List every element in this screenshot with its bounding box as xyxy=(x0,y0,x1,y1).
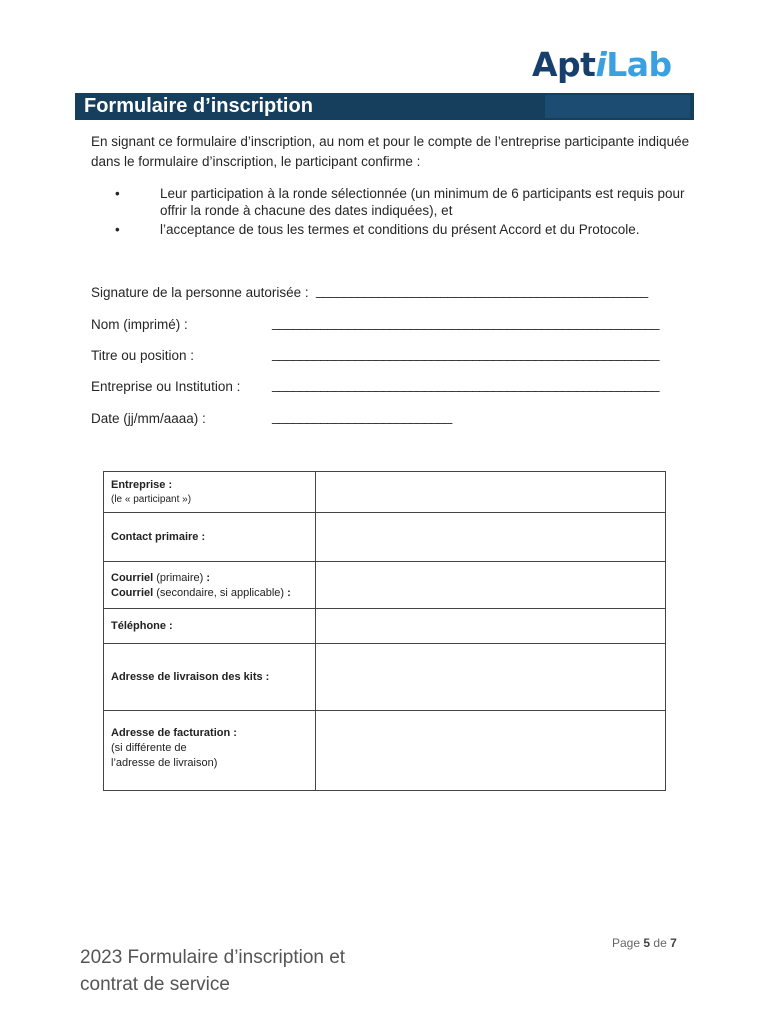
title-position-field[interactable]: ________________________________________________________ xyxy=(272,346,659,361)
bullet-item xyxy=(91,185,691,219)
signature-field[interactable]: ________________________________________________ xyxy=(316,283,648,298)
courriel-secondary-note: (secondaire, si applicable) xyxy=(156,586,285,599)
company-label: Entreprise ou Institution : xyxy=(91,379,241,394)
contact-cell xyxy=(104,513,316,562)
facturation-input[interactable] xyxy=(316,711,666,791)
bullet-list xyxy=(91,185,691,240)
courriel-cell xyxy=(104,562,316,609)
participant-info-table xyxy=(103,471,666,791)
entreprise-cell xyxy=(104,472,316,513)
entreprise-sublabel: (le « participant ») xyxy=(111,494,192,505)
facturation-cell xyxy=(104,711,316,791)
telephone-label: Téléphone : xyxy=(111,620,173,632)
page-title: Formulaire d’inscription xyxy=(84,95,313,117)
footer-document-title: 2023 Formulaire d’inscription et contrat de service xyxy=(80,947,346,995)
livraison-label: Adresse de livraison des kits : xyxy=(111,671,270,683)
table-row xyxy=(104,513,666,562)
courriel-input[interactable] xyxy=(316,562,666,609)
page-current: 5 xyxy=(643,936,651,950)
section-title-bar xyxy=(75,93,694,120)
courriel-label: Courriel xyxy=(111,571,154,584)
courriel-colon: : xyxy=(206,571,211,584)
name-label: Nom (imprimé) : xyxy=(91,317,188,332)
table-row xyxy=(104,644,666,711)
livraison-cell xyxy=(104,644,316,711)
page-total: 7 xyxy=(670,936,677,950)
table-row xyxy=(104,472,666,513)
page-of: de xyxy=(653,936,667,950)
intro-paragraph: En signant ce formulaire d’inscription, au nom et pour le compte de l’entreprise participante indiquée dans le formulaire d’inscription, le participant confirme : xyxy=(91,134,690,169)
entreprise-label: Entreprise : xyxy=(111,479,173,491)
table-row xyxy=(104,562,666,609)
courriel-note: (primaire) xyxy=(156,571,204,584)
entreprise-input[interactable] xyxy=(316,472,666,513)
facturation-label: Adresse de facturation : xyxy=(111,727,237,739)
company-field[interactable]: ________________________________________________________ xyxy=(272,377,659,392)
facturation-sublabel: (si différente de xyxy=(111,742,187,754)
date-field[interactable]: __________________________ xyxy=(272,409,452,424)
table-row xyxy=(104,609,666,644)
bullet-symbol: • xyxy=(115,222,120,237)
courriel-secondary-colon: : xyxy=(287,586,291,599)
telephone-cell xyxy=(104,609,316,644)
facturation-sublabel: l’adresse de livraison) xyxy=(111,757,218,769)
page-number xyxy=(612,936,677,950)
telephone-input[interactable] xyxy=(316,609,666,644)
table-row xyxy=(104,711,666,791)
livraison-input[interactable] xyxy=(316,644,666,711)
title-position-label: Titre ou position : xyxy=(91,348,195,363)
logo-part-i: i xyxy=(595,45,607,84)
courriel-secondary-label: Courriel xyxy=(111,586,154,599)
logo-part-lab: Lab xyxy=(606,45,672,84)
contact-input[interactable] xyxy=(316,513,666,562)
bullet-item xyxy=(91,221,691,238)
title-bar-accent xyxy=(545,95,690,118)
contact-label: Contact primaire : xyxy=(111,531,206,543)
logo-part-apt: Apt xyxy=(532,45,596,84)
bullet-text: l’acceptance de tous les termes et conditions du présent Accord et du Protocole. xyxy=(160,222,640,237)
date-label: Date (jj/mm/aaaa) : xyxy=(91,411,206,426)
page-label: Page xyxy=(612,936,641,950)
bullet-symbol: • xyxy=(115,186,120,201)
signature-label: Signature de la personne autorisée : xyxy=(91,285,309,300)
name-field[interactable]: ________________________________________________________ xyxy=(272,315,659,330)
bullet-text: Leur participation à la ronde sélectionnée (un minimum de 6 participants est requis pour offrir la ronde à chacune des dates indiquées), et xyxy=(160,186,685,218)
aptilab-logo xyxy=(532,44,672,86)
